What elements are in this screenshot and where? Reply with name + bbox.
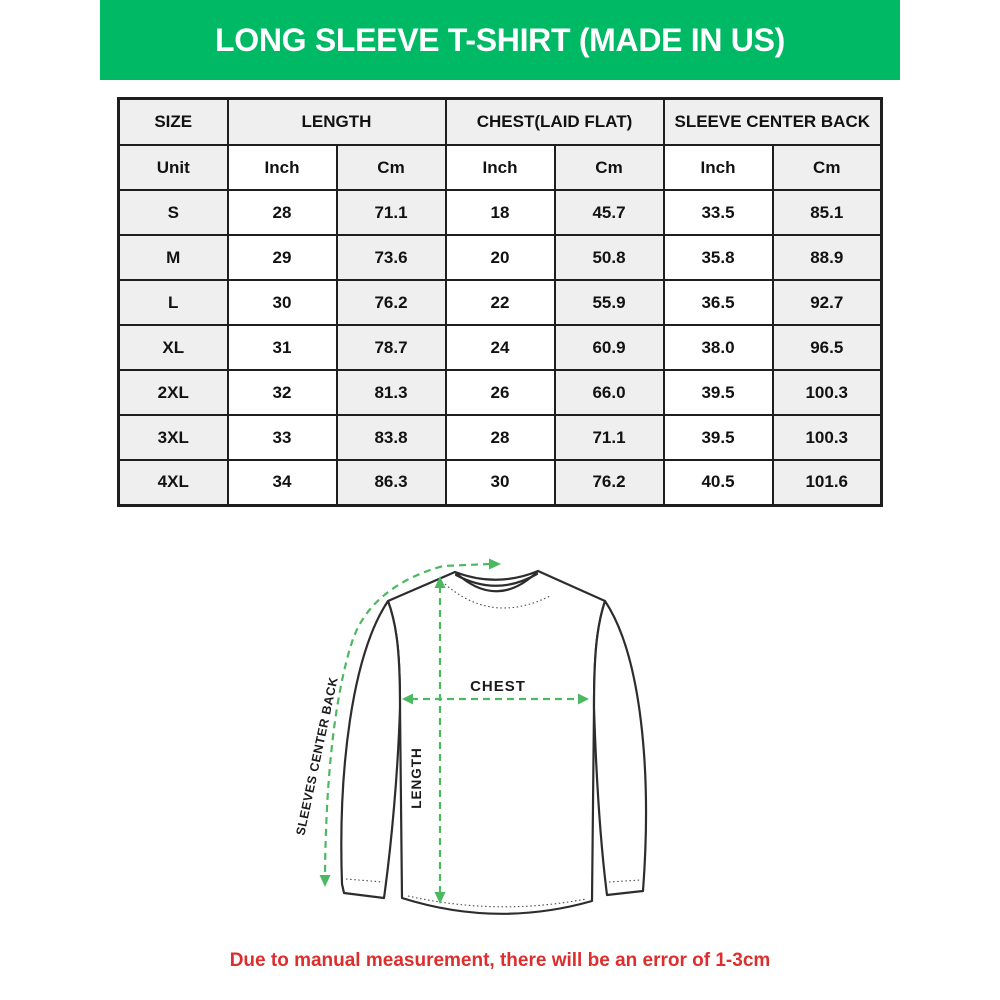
size-cell: 4XL xyxy=(119,460,228,505)
measurement-cell: 35.8 xyxy=(664,235,773,280)
measurement-cell: 34 xyxy=(228,460,337,505)
measurement-cell: 71.1 xyxy=(337,190,446,235)
tshirt-right-sleeve xyxy=(594,601,646,895)
size-cell: 2XL xyxy=(119,370,228,415)
measurement-cell: 45.7 xyxy=(555,190,664,235)
unit-cell: Inch xyxy=(446,145,555,190)
measurement-cell: 40.5 xyxy=(664,460,773,505)
measurement-cell: 76.2 xyxy=(337,280,446,325)
table-row xyxy=(119,190,882,235)
table-row xyxy=(119,415,882,460)
size-cell: S xyxy=(119,190,228,235)
col-header-size: SIZE xyxy=(119,99,228,146)
measurement-cell: 100.3 xyxy=(773,370,882,415)
measurement-cell: 20 xyxy=(446,235,555,280)
measurement-cell: 83.8 xyxy=(337,415,446,460)
measurement-cell: 28 xyxy=(446,415,555,460)
tshirt-body-outline xyxy=(388,571,605,914)
size-table-head xyxy=(119,99,882,191)
table-row xyxy=(119,280,882,325)
size-cell: L xyxy=(119,280,228,325)
measurement-cell: 26 xyxy=(446,370,555,415)
unit-cell: Inch xyxy=(228,145,337,190)
measurement-cell: 33 xyxy=(228,415,337,460)
table-unit-row xyxy=(119,145,882,190)
measurement-cell: 88.9 xyxy=(773,235,882,280)
measurement-cell: 60.9 xyxy=(555,325,664,370)
size-table xyxy=(117,97,883,507)
measurement-cell: 29 xyxy=(228,235,337,280)
measurement-cell: 39.5 xyxy=(664,370,773,415)
unit-cell: Cm xyxy=(555,145,664,190)
measurement-cell: 30 xyxy=(446,460,555,505)
tshirt-collar xyxy=(455,571,538,580)
measurement-cell: 33.5 xyxy=(664,190,773,235)
col-header-chest: CHEST(LAID FLAT) xyxy=(446,99,664,146)
measurement-cell: 30 xyxy=(228,280,337,325)
measurement-cell: 32 xyxy=(228,370,337,415)
unit-cell: Cm xyxy=(773,145,882,190)
measurement-cell: 66.0 xyxy=(555,370,664,415)
unit-cell: Cm xyxy=(337,145,446,190)
size-table-body xyxy=(119,190,882,505)
measurement-cell: 101.6 xyxy=(773,460,882,505)
col-header-sleeve-center-back: SLEEVE CENTER BACK xyxy=(664,99,882,146)
measurement-cell: 85.1 xyxy=(773,190,882,235)
title-banner xyxy=(100,0,900,80)
measurement-cell: 100.3 xyxy=(773,415,882,460)
chest-label: CHEST xyxy=(470,678,526,695)
scb-arrowhead-right xyxy=(489,559,501,570)
tshirt-measurement-diagram xyxy=(280,540,720,940)
measurement-cell: 78.7 xyxy=(337,325,446,370)
measurement-cell: 71.1 xyxy=(555,415,664,460)
measurement-cell: 31 xyxy=(228,325,337,370)
sleeves-center-back-label: SLEEVES CENTER BACK xyxy=(293,675,341,837)
measurement-cell: 92.7 xyxy=(773,280,882,325)
page-title: LONG SLEEVE T-SHIRT (MADE IN US) xyxy=(215,21,785,58)
table-row xyxy=(119,460,882,505)
table-group-header-row xyxy=(119,99,882,146)
measurement-cell: 81.3 xyxy=(337,370,446,415)
length-label: LENGTH xyxy=(409,747,424,809)
size-cell: M xyxy=(119,235,228,280)
unit-cell: Unit xyxy=(119,145,228,190)
table-row xyxy=(119,235,882,280)
measurement-cell: 73.6 xyxy=(337,235,446,280)
measurement-cell: 28 xyxy=(228,190,337,235)
scb-arrowhead-down xyxy=(320,875,331,887)
unit-cell: Inch xyxy=(664,145,773,190)
size-cell: 3XL xyxy=(119,415,228,460)
measurement-cell: 96.5 xyxy=(773,325,882,370)
measurement-cell: 50.8 xyxy=(555,235,664,280)
measurement-cell: 39.5 xyxy=(664,415,773,460)
table-row xyxy=(119,370,882,415)
measurement-cell: 38.0 xyxy=(664,325,773,370)
measurement-cell: 24 xyxy=(446,325,555,370)
measurement-cell: 86.3 xyxy=(337,460,446,505)
col-header-length: LENGTH xyxy=(228,99,446,146)
measurement-cell: 55.9 xyxy=(555,280,664,325)
size-cell: XL xyxy=(119,325,228,370)
table-row xyxy=(119,325,882,370)
measurement-disclaimer: Due to manual measurement, there will be an error of 1-3cm xyxy=(229,950,771,971)
measurement-cell: 76.2 xyxy=(555,460,664,505)
measurement-cell: 18 xyxy=(446,190,555,235)
measurement-cell: 36.5 xyxy=(664,280,773,325)
measurement-cell: 22 xyxy=(446,280,555,325)
